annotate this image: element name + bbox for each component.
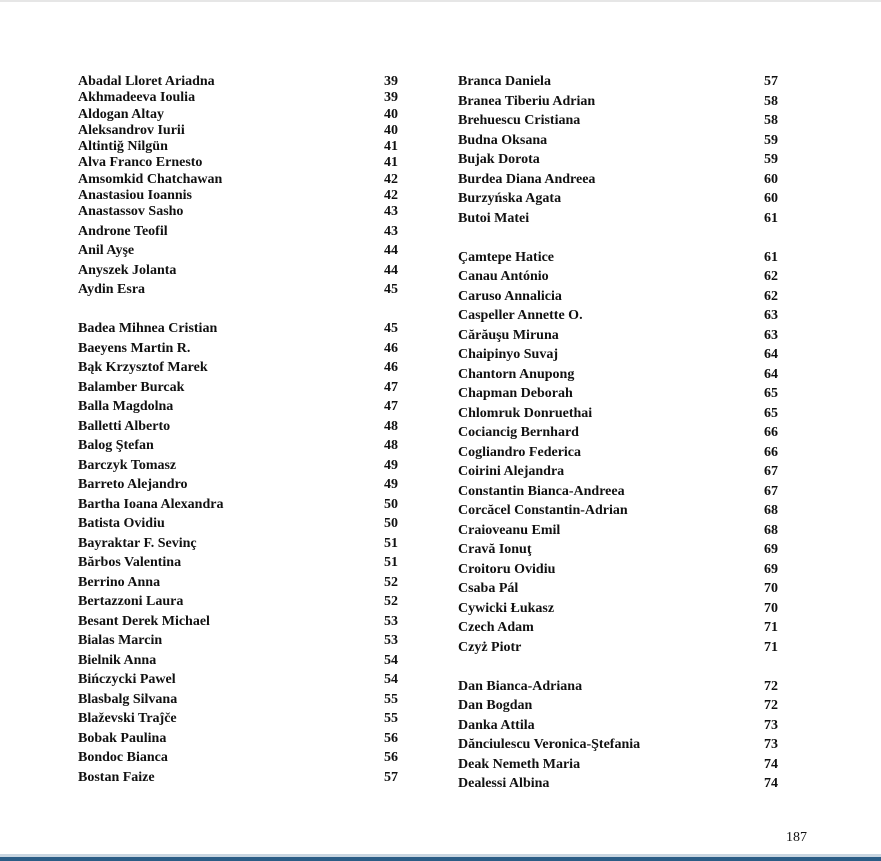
index-entry-name: Cărăuşu Miruna: [458, 328, 559, 343]
index-entry-name: Cogliandro Federica: [458, 445, 582, 460]
index-entry-page: 55: [384, 692, 398, 707]
index-entry-page: 58: [764, 94, 778, 109]
index-entry-page: 67: [764, 484, 778, 499]
index-entry-page: 57: [764, 74, 778, 89]
index-entry-page: 52: [384, 575, 398, 590]
index-entry-page: 66: [764, 445, 778, 460]
index-entry-page: 45: [384, 321, 398, 336]
index-entry-page: 53: [384, 614, 398, 629]
index-entry-page: 56: [384, 731, 398, 746]
index-entry-name: Caspeller Annette O.: [458, 308, 583, 323]
index-entry-name: Anastassov Sasho: [78, 204, 184, 219]
index-entry-name: Chantorn Anupong: [458, 367, 575, 382]
index-entry-name: Bertazzoni Laura: [78, 594, 184, 609]
index-entry-name: Alva Franco Ernesto: [78, 155, 203, 170]
index-entry-page: 72: [764, 698, 778, 713]
index-entry-name: Branca Daniela: [458, 74, 551, 89]
index-entry-page: 39: [384, 74, 398, 89]
index-entry-page: 50: [384, 497, 398, 512]
index-entry-page: 46: [384, 360, 398, 375]
index-entry-name: Danka Attila: [458, 718, 535, 733]
index-entry-name: Bayraktar F. Sevinç: [78, 536, 197, 551]
index-entry-name: Berrino Anna: [78, 575, 161, 590]
index-entry-name: Dealessi Albina: [458, 776, 550, 791]
index-entry-name: Baeyens Martin R.: [78, 341, 191, 356]
index-entry-page: 55: [384, 711, 398, 726]
index-entry-name: Deak Nemeth Maria: [458, 757, 581, 772]
index-entry-name: Canau António: [458, 269, 549, 284]
index-entry-page: 68: [764, 523, 778, 538]
index-entry-page: 48: [384, 438, 398, 453]
index-entry-name: Bondoc Bianca: [78, 750, 168, 765]
index-entry-page: 64: [764, 347, 778, 362]
index-entry-page: 74: [764, 757, 778, 772]
index-entry-page: 48: [384, 419, 398, 434]
index-entry-name: Besant Derek Michael: [78, 614, 210, 629]
index-entry-name: Aldogan Altay: [78, 107, 164, 122]
index-entry-name: Balamber Burcak: [78, 380, 185, 395]
index-entry-page: 40: [384, 107, 398, 122]
top-rule: [0, 0, 881, 2]
index-entry-name: Abadal Lloret Ariadna: [78, 74, 215, 89]
index-entry-page: 70: [764, 601, 778, 616]
index-entry-page: 73: [764, 718, 778, 733]
index-entry-page: 39: [384, 90, 398, 105]
page-number: 187: [786, 830, 807, 845]
index-entry-page: 64: [764, 367, 778, 382]
index-entry-page: 71: [764, 640, 778, 655]
index-entry-page: 46: [384, 341, 398, 356]
index-entry-name: Craioveanu Emil: [458, 523, 561, 538]
index-entry-name: Çamtepe Hatice: [458, 250, 555, 265]
index-entry-page: 67: [764, 464, 778, 479]
index-entry-name: Chaipinyo Suvaj: [458, 347, 558, 362]
index-entry-page: 71: [764, 620, 778, 635]
index-entry-page: 54: [384, 653, 398, 668]
index-entry-page: 57: [384, 770, 398, 785]
index-entry-page: 58: [764, 113, 778, 128]
index-entry-page: 51: [384, 536, 398, 551]
index-entry-name: Budna Oksana: [458, 133, 548, 148]
index-entry-name: Bialas Marcin: [78, 633, 163, 648]
index-entry-page: 43: [384, 224, 398, 239]
index-entry-page: 61: [764, 211, 778, 226]
index-entry-name: Anyszek Jolanta: [78, 263, 177, 278]
index-entry-page: 66: [764, 425, 778, 440]
index-entry-name: Czech Adam: [458, 620, 534, 635]
index-entry-page: 69: [764, 562, 778, 577]
index-entry-name: Bielnik Anna: [78, 653, 157, 668]
index-entry-name: Badea Mihnea Cristian: [78, 321, 218, 336]
index-entry-name: Bąk Krzysztof Marek: [78, 360, 208, 375]
index-entry-page: 63: [764, 328, 778, 343]
index-entry-name: Dan Bogdan: [458, 698, 533, 713]
index-entry-page: 52: [384, 594, 398, 609]
index-entry-page: 72: [764, 679, 778, 694]
index-entry-page: 41: [384, 139, 398, 154]
index-entry-page: 69: [764, 542, 778, 557]
index-entry-name: Coirini Alejandra: [458, 464, 565, 479]
index-entry-page: 45: [384, 282, 398, 297]
index-entry-name: Constantin Bianca-Andreea: [458, 484, 625, 499]
index-entry-name: Brehuescu Cristiana: [458, 113, 581, 128]
index-entry-page: 41: [384, 155, 398, 170]
index-entry-page: 62: [764, 269, 778, 284]
index-entry-page: 51: [384, 555, 398, 570]
index-entry-name: Androne Teofil: [78, 224, 168, 239]
index-entry-name: Bobak Paulina: [78, 731, 167, 746]
index-entry-page: 60: [764, 172, 778, 187]
index-entry-name: Caruso Annalicia: [458, 289, 562, 304]
index-entry-name: Barreto Alejandro: [78, 477, 188, 492]
index-entry-page: 44: [384, 263, 398, 278]
index-entry-name: Chapman Deborah: [458, 386, 573, 401]
index-entry-page: 42: [384, 188, 398, 203]
index-entry-name: Czyż Piotr: [458, 640, 522, 655]
index-entry-page: 47: [384, 380, 398, 395]
index-entry-page: 56: [384, 750, 398, 765]
index-entry-name: Corcăcel Constantin-Adrian: [458, 503, 628, 518]
index-entry-name: Chlomruk Donruethai: [458, 406, 593, 421]
index-entry-page: 63: [764, 308, 778, 323]
index-entry-page: 59: [764, 152, 778, 167]
index-entry-name: Blaževski Traĵče: [78, 711, 177, 726]
index-entry-page: 53: [384, 633, 398, 648]
index-entry-name: Dan Bianca-Adriana: [458, 679, 583, 694]
index-entry-page: 65: [764, 406, 778, 421]
index-entry-name: Balletti Alberto: [78, 419, 171, 434]
index-entry-page: 74: [764, 776, 778, 791]
index-entry-name: Balog Ştefan: [78, 438, 154, 453]
index-entry-name: Burdea Diana Andreea: [458, 172, 596, 187]
index-entry-page: 43: [384, 204, 398, 219]
index-entry-name: Burzyńska Agata: [458, 191, 562, 206]
index-entry-name: Akhmadeeva Ioulia: [78, 90, 196, 105]
index-entry-name: Batista Ovidiu: [78, 516, 165, 531]
index-entry-name: Bostan Faize: [78, 770, 155, 785]
index-entry-name: Amsomkid Chatchawan: [78, 172, 223, 187]
index-entry-name: Csaba Pál: [458, 581, 519, 596]
index-entry-page: 73: [764, 737, 778, 752]
index-entry-name: Aydin Esra: [78, 282, 146, 297]
index-entry-name: Bińczycki Pawel: [78, 672, 176, 687]
index-entry-name: Croitoru Ovidiu: [458, 562, 556, 577]
index-entry-name: Anastasiou Ioannis: [78, 188, 192, 203]
index-entry-page: 70: [764, 581, 778, 596]
index-entry-page: 59: [764, 133, 778, 148]
index-entry-name: Altintiğ Nilgün: [78, 139, 168, 154]
index-entry-name: Cravă Ionuţ: [458, 542, 532, 557]
index-entry-page: 49: [384, 477, 398, 492]
index-entry-name: Bartha Ioana Alexandra: [78, 497, 224, 512]
index-entry-name: Dănciulescu Veronica-Ştefania: [458, 737, 641, 752]
footer-bar: [0, 857, 881, 861]
index-entry-page: 60: [764, 191, 778, 206]
index-entry-page: 40: [384, 123, 398, 138]
index-entry-name: Blasbalg Silvana: [78, 692, 178, 707]
index-entry-page: 54: [384, 672, 398, 687]
index-entry-name: Butoi Matei: [458, 211, 530, 226]
index-entry-name: Bărbos Valentina: [78, 555, 182, 570]
index-entry-page: 62: [764, 289, 778, 304]
index-entry-page: 44: [384, 243, 398, 258]
index-entry-page: 50: [384, 516, 398, 531]
index-entry-name: Aleksandrov Iurii: [78, 123, 185, 138]
index-entry-page: 61: [764, 250, 778, 265]
index-entry-name: Cociancig Bernhard: [458, 425, 579, 440]
index-entry-page: 49: [384, 458, 398, 473]
index-entry-name: Branea Tiberiu Adrian: [458, 94, 596, 109]
index-entry-page: 68: [764, 503, 778, 518]
index-entry-page: 47: [384, 399, 398, 414]
index-entry-name: Barczyk Tomasz: [78, 458, 177, 473]
index-entry-name: Balla Magdolna: [78, 399, 174, 414]
index-entry-name: Bujak Dorota: [458, 152, 540, 167]
index-entry-name: Cywicki Łukasz: [458, 601, 555, 616]
index-entry-name: Anil Ayşe: [78, 243, 135, 258]
index-entry-page: 42: [384, 172, 398, 187]
index-entry-page: 65: [764, 386, 778, 401]
